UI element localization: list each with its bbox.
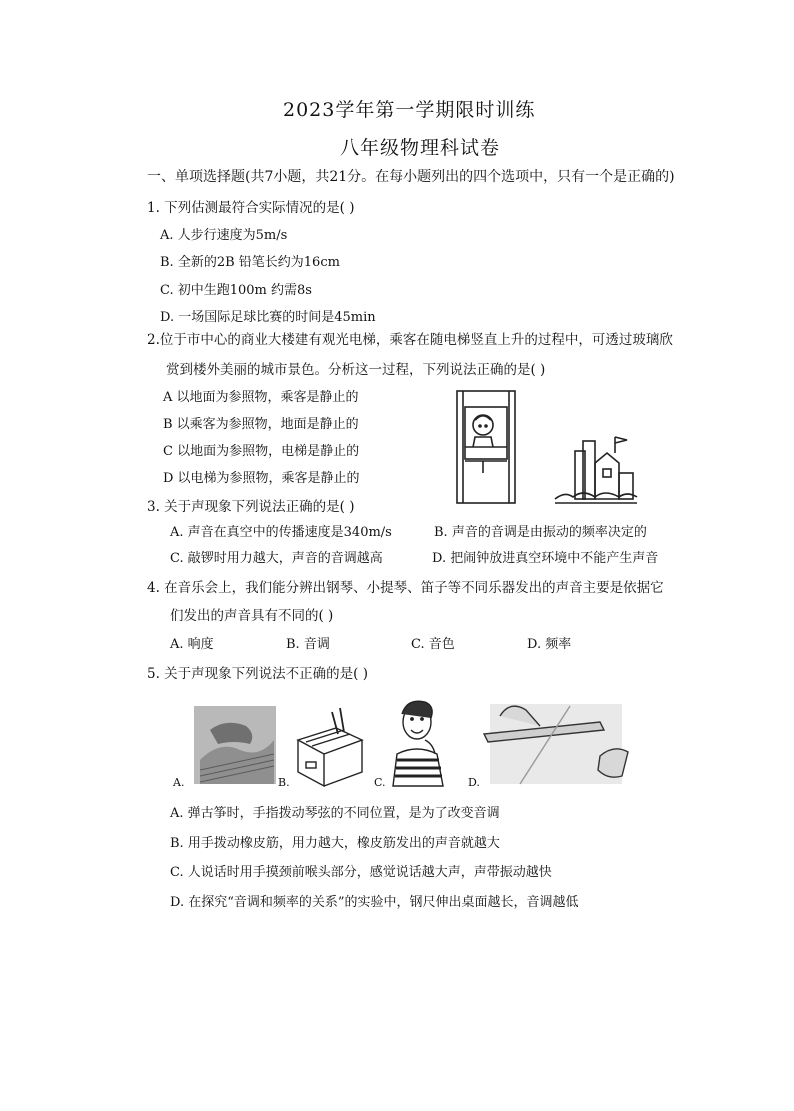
question-1-option-b: B. 全新的2B 铅笔长约为16cm xyxy=(160,255,340,270)
question-1-option-d: D. 一场国际足球比赛的时间是45min xyxy=(160,310,376,325)
question-4-option-d: D. 频率 xyxy=(527,637,572,652)
figure-label-d: D. xyxy=(468,776,480,789)
question-2-option-d: D 以电梯为参照物，乘客是静止的 xyxy=(163,471,360,486)
exam-subtitle: 八年级物理科试卷 xyxy=(340,137,501,159)
question-3-option-c: C. 敲锣时用力越大，声音的音调越高 xyxy=(170,551,383,566)
question-5-option-a: A. 弹古筝时，手指拨动琴弦的不同位置，是为了改变音调 xyxy=(170,806,500,821)
question-5-option-b: B. 用手拨动橡皮筋，用力越大，橡皮筋发出的声音就越大 xyxy=(170,836,500,851)
question-1-option-c: C. 初中生跑100m 约需8s xyxy=(160,283,312,298)
question-2-option-a: A 以地面为参照物，乘客是静止的 xyxy=(163,390,359,405)
section-heading: 一、单项选择题(共7小题，共21分。在每小题列出的四个选项中，只有一个是正确的) xyxy=(147,169,675,185)
rubber-band-box-figure xyxy=(292,706,367,788)
question-2-stem-line2: 赏到楼外美丽的城市景色。分析这一过程，下列说法正确的是( ) xyxy=(166,362,546,378)
question-5-option-c: C. 人说话时用手摸颈前喉头部分，感觉说话越大声，声带振动越快 xyxy=(170,865,552,880)
question-3-option-d: D. 把闹钟放进真空环境中不能产生声音 xyxy=(432,551,659,566)
throat-touch-figure xyxy=(385,692,453,788)
question-4-option-b: B. 音调 xyxy=(286,637,330,652)
question-2-option-b: B 以乘客为参照物，地面是静止的 xyxy=(163,417,359,432)
question-3-option-a: A. 声音在真空中的传播速度是340m/s xyxy=(170,525,392,540)
question-1-option-a: A. 人步行速度为5m/s xyxy=(160,228,288,243)
elevator-figure xyxy=(455,385,645,510)
question-4-option-a: A. 响度 xyxy=(170,637,214,652)
question-5-stem: 5. 关于声现象下列说法不正确的是( ) xyxy=(147,666,368,682)
ruler-experiment-figure xyxy=(480,696,632,788)
question-5-option-d: D. 在探究“音调和频率的关系”的实验中，钢尺伸出桌面越长，音调越低 xyxy=(170,895,579,910)
exam-title: 2023学年第一学期限时训练 xyxy=(283,99,536,121)
guzheng-figure xyxy=(190,700,280,788)
figure-label-a: A. xyxy=(173,776,185,789)
question-3-option-b: B. 声音的音调是由振动的频率决定的 xyxy=(434,525,647,540)
figure-label-b: B. xyxy=(278,776,290,789)
question-4-stem-line1: 4. 在音乐会上，我们能分辨出钢琴、小提琴、笛子等不同乐器发出的声音主要是依据它 xyxy=(147,580,664,596)
question-4-option-c: C. 音色 xyxy=(411,637,455,652)
question-1-stem: 1. 下列估测最符合实际情况的是( ) xyxy=(147,200,355,216)
question-2-stem-line1: 2.位于市中心的商业大楼建有观光电梯，乘客在随电梯竖直上升的过程中，可透过玻璃欣 xyxy=(147,332,673,348)
question-4-stem-line2: 们发出的声音具有不同的( ) xyxy=(170,608,334,624)
question-2-option-c: C 以地面为参照物，电梯是静止的 xyxy=(163,444,360,459)
figure-label-c: C. xyxy=(374,776,386,789)
question-3-stem: 3. 关于声现象下列说法正确的是( ) xyxy=(147,499,355,515)
